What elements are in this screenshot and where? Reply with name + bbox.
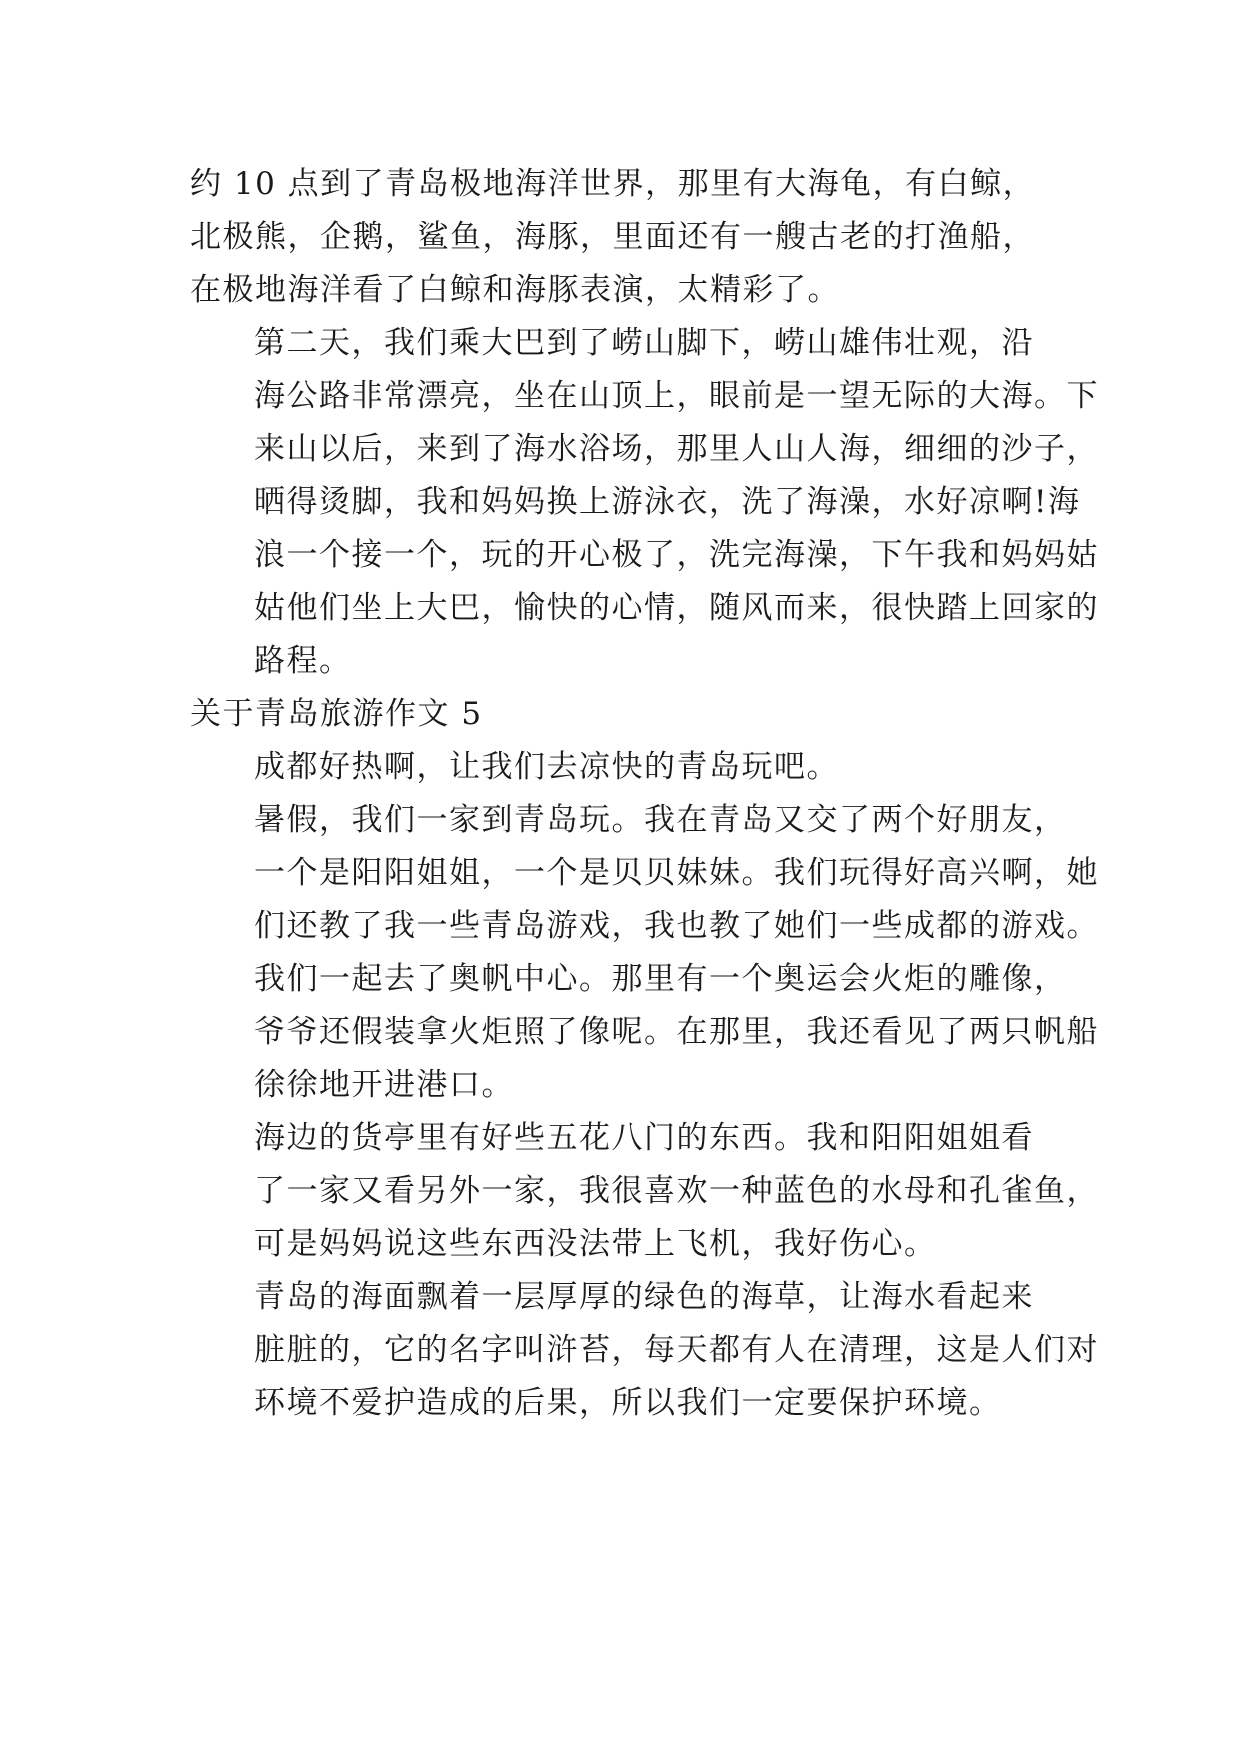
- text-line: 在极地海洋看了白鲸和海豚表演，太精彩了。: [190, 272, 840, 308]
- text-line: 晒得烫脚，我和妈妈换上游泳衣，洗了海澡，水好凉啊!海: [254, 484, 1081, 520]
- text-line: 成都好热啊，让我们去凉快的青岛玩吧。: [254, 749, 839, 785]
- text-line: 路程。: [254, 643, 352, 679]
- text-line: 脏脏的，它的名字叫浒苔，每天都有人在清理，这是人们对: [254, 1332, 1099, 1368]
- paragraph: [190, 741, 1060, 794]
- paragraph: [190, 953, 1099, 1112]
- text-line: 可是妈妈说这些东西没法带上飞机，我好伤心。: [254, 1226, 937, 1262]
- text-line: 暑假，我们一家到青岛玩。我在青岛又交了两个好朋友，: [254, 802, 1067, 838]
- text-line: 了一家又看另外一家，我很喜欢一种蓝色的水母和孔雀鱼，: [254, 1173, 1099, 1209]
- text-line: 浪一个接一个，玩的开心极了，洗完海澡，下午我和妈妈姑: [254, 537, 1099, 573]
- text-line: 们还教了我一些青岛游戏，我也教了她们一些成都的游戏。: [254, 908, 1099, 944]
- text-line: 青岛的海面飘着一层厚厚的绿色的海草，让海水看起来: [254, 1279, 1034, 1315]
- paragraph: [190, 158, 1060, 317]
- text-line: 第二天，我们乘大巴到了崂山脚下，崂山雄伟壮观，沿: [254, 325, 1034, 361]
- text-line: 来山以后，来到了海水浴场，那里人山人海，细细的沙子，: [254, 431, 1099, 467]
- text-line: 徐徐地开进港口。: [254, 1067, 514, 1103]
- section-heading: 关于青岛旅游作文 5: [190, 696, 483, 732]
- text-line: 海边的货亭里有好些五花八门的东西。我和阳阳姐姐看: [254, 1120, 1034, 1156]
- text-line: 约 10 点到了青岛极地海洋世界，那里有大海龟，有白鲸，: [190, 166, 1036, 202]
- text-line: 北极熊，企鹅，鲨鱼，海豚，里面还有一艘古老的打渔船，: [190, 219, 1035, 255]
- paragraph: [190, 1112, 1099, 1271]
- paragraph: [190, 1271, 1099, 1430]
- paragraph: [190, 794, 1099, 953]
- text-line: 姑他们坐上大巴，愉快的心情，随风而来，很快踏上回家的: [254, 590, 1099, 626]
- paragraph: [190, 317, 1099, 688]
- text-line: 爷爷还假装拿火炬照了像呢。在那里，我还看见了两只帆船: [254, 1014, 1099, 1050]
- text-line: 我们一起去了奥帆中心。那里有一个奥运会火炬的雕像，: [254, 961, 1067, 997]
- text-line: 环境不爱护造成的后果，所以我们一定要保护环境。: [254, 1385, 1002, 1421]
- text-line: 海公路非常漂亮，坐在山顶上，眼前是一望无际的大海。下: [254, 378, 1099, 414]
- text-line: 一个是阳阳姐姐，一个是贝贝妹妹。我们玩得好高兴啊，她: [254, 855, 1099, 891]
- document-page: [190, 158, 1099, 1430]
